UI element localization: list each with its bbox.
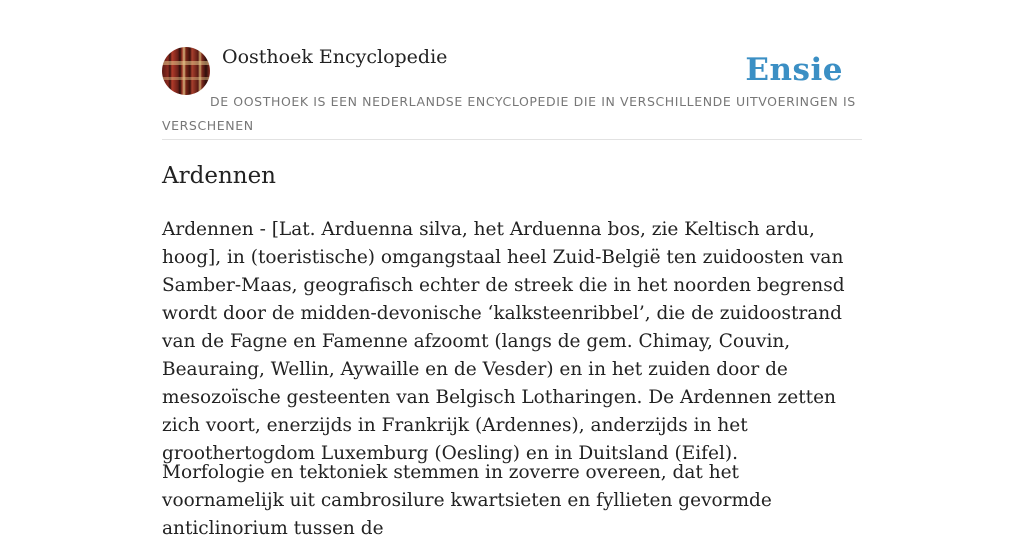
header-divider [162, 139, 862, 140]
site-name-link[interactable]: Oosthoek Encyclopedie [222, 46, 448, 68]
page-container [162, 0, 862, 539]
ensie-logo[interactable]: Ensie [745, 52, 843, 88]
article-paragraph: Morfologie en tektoniek stemmen in zoverre overeen, dat het voornamelijk uit cambrosilure kwartsieten en fyllieten gevormde anticlinorium tussen de [162, 462, 772, 539]
article-title: Ardennen [162, 163, 276, 189]
article-paragraph: Ardennen - [Lat. Arduenna silva, het Arduenna bos, zie Keltisch ardu, hoog], in (toeristische) omgangstaal heel Zuid-België ten zuidoosten van Samber-Maas, geografisch echter de streek die in het noorden begrensd wordt door de midden-devonische ‘kalksteenribbel’, die de zuidoostrand van de Fagne en Famenne afzoomt (langs de gem. Chimay, Couvin, Beauraing, Wellin, Aywaille en de Vesder) en in het zuiden door de mesozoïsche gesteenten van Belgisch Lotharingen. De Ardennen zetten zich voort, enerzijds in Frankrijk (Ardennes), anderzijds in het groothertogdom Luxemburg (Oesling) en in Duitsland (Eifel). [162, 219, 845, 464]
site-tagline: DE OOSTHOEK IS EEN NEDERLANDSE ENCYCLOPEDIE DIE IN VERSCHILLENDE UITVOERINGEN IS VERSCHENEN [162, 94, 856, 133]
site-avatar[interactable] [162, 47, 210, 95]
